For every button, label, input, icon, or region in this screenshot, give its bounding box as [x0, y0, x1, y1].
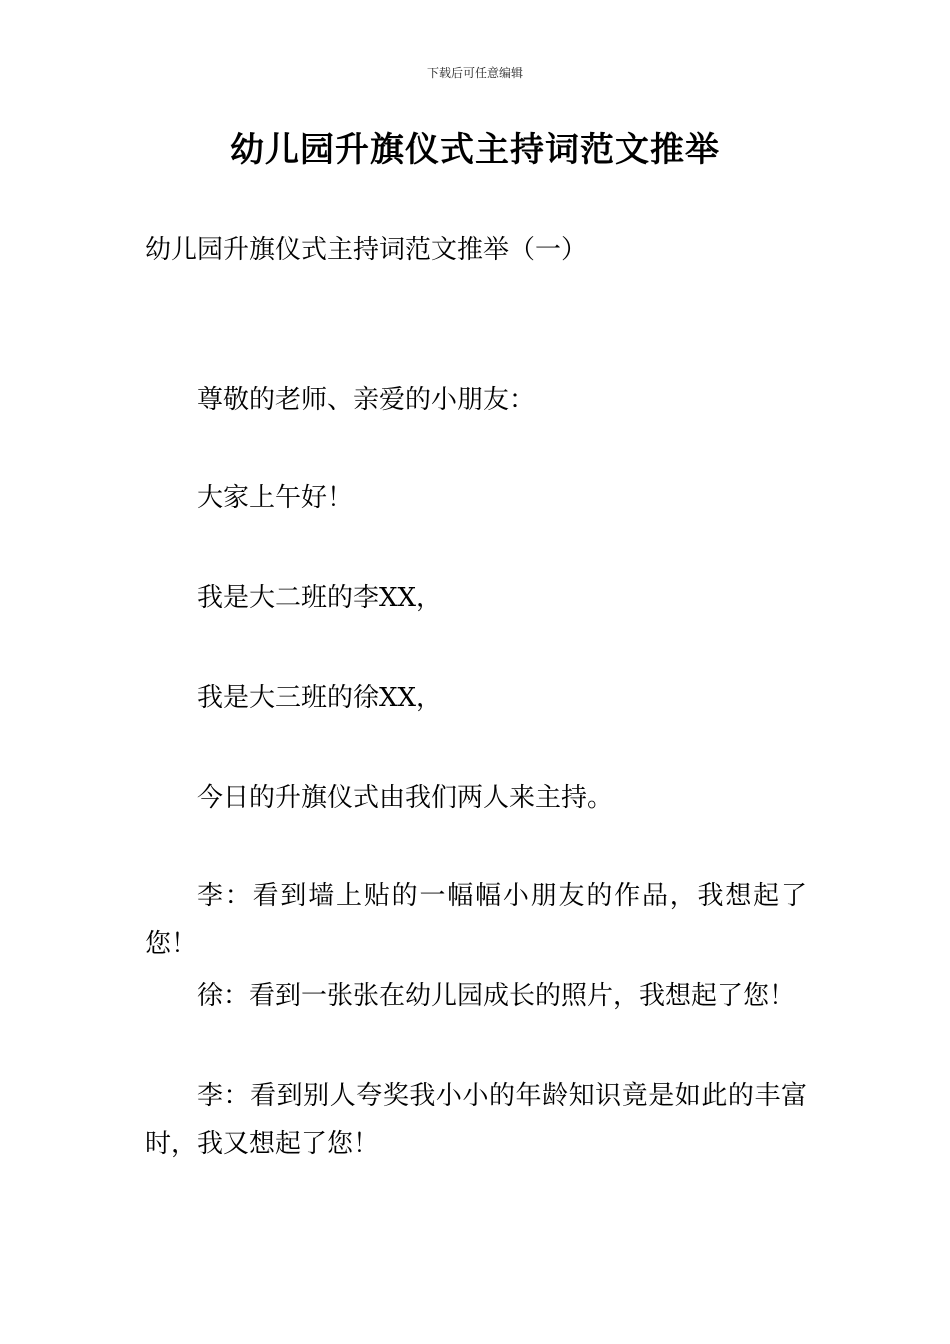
- paragraph-li-works: 李：看到墙上贴的一幅幅小朋友的作品，我想起了您！: [145, 881, 807, 959]
- document-title: 幼儿园升旗仪式主持词范文推举: [230, 130, 720, 170]
- paragraph-xu-photos: 徐：看到一张张在幼儿园成长的照片，我想起了您！: [197, 981, 796, 1011]
- paragraph-good-morning: 大家上午好！: [197, 483, 354, 513]
- paragraph-host-xu: 我是大三班的徐XX，: [197, 683, 443, 713]
- paragraph-host-li: 我是大二班的李XX，: [197, 583, 443, 613]
- header-note: 下载后可任意编辑: [426, 66, 523, 80]
- paragraph-li-praise: 李：看到别人夸奖我小小的年龄知识竟是如此的丰富时，我又想起了您！: [145, 1081, 807, 1159]
- paragraph-greeting: 尊敬的老师、亲爱的小朋友：: [197, 385, 536, 415]
- section-subtitle: 幼儿园升旗仪式主持词范文推举（一）: [145, 235, 588, 265]
- paragraph-ceremony-intro: 今日的升旗仪式由我们两人来主持。: [197, 783, 614, 813]
